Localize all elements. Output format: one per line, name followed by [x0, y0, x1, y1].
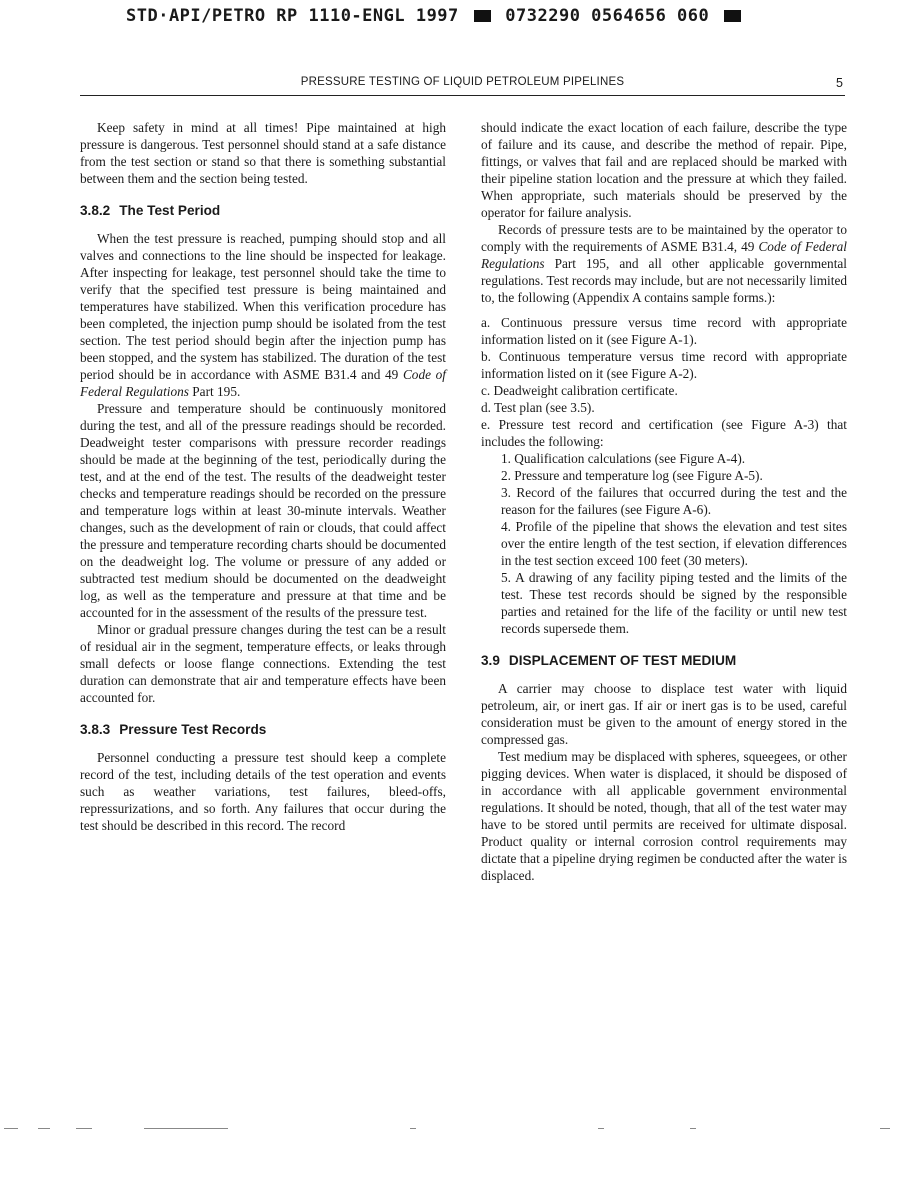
section-title: The Test Period [119, 203, 221, 218]
section-number: 3.9 [481, 653, 500, 668]
section-title: DISPLACEMENT OF TEST MEDIUM [508, 653, 737, 668]
records-continuation-paragraph: should indicate the exact location of each failure, describe the type of failure and its cause, and describe the method of repair. Pipe, fittings, or valves that fail and are replaced should be marked with their pipeline station location and the pressure at which they failed. When appropriate, such materials should be preserved by the operator for failure analysis. [481, 120, 847, 220]
scan-mark [410, 1128, 416, 1129]
list-item: d. Test plan (see 3.5). [481, 400, 595, 415]
section-number: 3.8.3 [80, 722, 111, 737]
records-maintenance-paragraph [481, 221, 847, 306]
header-rule [80, 95, 845, 96]
test-period-paragraph-1 [80, 230, 446, 400]
right-column [481, 119, 847, 884]
text-run: Records of pressure tests are to be maintained by the operator to comply with the requirements of ASME B31.4, 49 [481, 222, 847, 254]
scan-mark [690, 1128, 696, 1129]
sub-list-item: 2. Pressure and temperature log (see Figure A-5). [501, 468, 763, 483]
test-period-paragraph-3: Minor or gradual pressure changes during the test can be a result of residual air in the segment, temperature effects, or leaks through small defects or loose flange connections. Extending the test duration can demonstrate that air and temperature effects have been accounted for. [80, 622, 446, 705]
document-control-stamp [126, 6, 745, 26]
list-item: a. Continuous pressure versus time record with appropriate information listed on it (see Figure A-1). [481, 315, 847, 347]
safety-paragraph: Keep safety in mind at all times! Pipe maintained at high pressure is dangerous. Test personnel should stand at a safe distance from the test section or stand so that there is something substantial between them and the section being tested. [80, 120, 446, 186]
running-header-title: PRESSURE TESTING OF LIQUID PETROLEUM PIPELINES [300, 76, 625, 88]
scan-mark [76, 1128, 92, 1129]
text-run: Part 195, and all other applicable governmental regulations. Test records may include, but are not necessarily limited to, the following (Appendix A contains sample forms.): [481, 256, 847, 305]
text-run: Part 195. [188, 384, 241, 399]
stamp-block-mark [724, 10, 741, 22]
list-item: b. Continuous temperature versus time record with appropriate information listed on it (see Figure A-2). [481, 349, 847, 381]
scan-mark [144, 1128, 228, 1129]
scan-mark [880, 1128, 890, 1129]
displacement-paragraph-1: A carrier may choose to displace test water with liquid petroleum, air, or inert gas. If air or inert gas is to be used, careful consideration must be given to the amount of energy stored in the compressed gas. [481, 681, 847, 747]
scan-mark [4, 1128, 18, 1129]
left-column [80, 119, 446, 834]
scan-artifact-marks [0, 1128, 899, 1134]
list-item: c. Deadweight calibration certificate. [481, 383, 678, 398]
section-title: Pressure Test Records [119, 722, 267, 737]
text-run: When the test pressure is reached, pumping should stop and all valves and connections to the line should be inspected for leakage. After inspecting for leakage, test personnel should take the time to verify that the specified test pressure is being maintained and temperatures have stabilized. When this verification procedure has been completed, the injection pump should be isolated from the test section. The test period should begin after the injection pump has been stopped, and the system has stabilized. The duration of the test period should be in accordance with ASME B31.4 and 49 [80, 231, 446, 382]
sub-list-item: 1. Qualification calculations (see Figure A-4). [501, 451, 746, 466]
records-list [481, 314, 847, 637]
running-header [80, 76, 845, 92]
citation-italic: Code of Federal Regulations [80, 367, 446, 399]
section-heading-3-8-3 [80, 721, 446, 738]
records-paragraph: Personnel conducting a pressure test should keep a complete record of the test, including details of the test operation and events such as weather variations, test failures, bleed-offs, repressurizations, and so forth. Any failures that occur during the test should be described in this record. The record [80, 750, 446, 833]
stamp-block-mark [474, 10, 491, 22]
test-period-paragraph-2: Pressure and temperature should be continuously monitored during the test, and all of the pressure readings should be recorded. Deadweight tester comparisons with pressure recorder readings should be made at the beginning of the test, periodically during the test, and at the end of the test. The results of the deadweight tester checks and temperature readings should be recorded on the pressure and temperature logs within at least 30-minute intervals. Weather changes, such as the development of rain or clouds, that could affect the pressure and temperature recording charts should be documented on the deadweight log. The volume or pressure of any added or subtracted test medium should be documented on the deadweight log, as well as the temperature and pressure at that time and be accounted for in the assessment of the results of the pressure test. [80, 401, 446, 620]
section-heading-3-9 [481, 652, 847, 669]
sub-list-item: 3. Record of the failures that occurred during the test and the reason for the failures (see Figure A-6). [501, 485, 847, 517]
citation-italic: Code of Federal Regulations [481, 239, 847, 271]
scan-mark [598, 1128, 604, 1129]
page-number: 5 [836, 76, 843, 90]
stamp-code: STD·API/PETRO RP 1110-ENGL 1997 [126, 6, 459, 26]
sub-list-item: 4. Profile of the pipeline that shows the elevation and test sites over the entire length of the test section, if elevation differences in the test section exceed 100 feet (30 meters). [501, 519, 847, 568]
sub-list-item: 5. A drawing of any facility piping tested and the limits of the test. These test records should be signed by the responsible parties and retained for the life of the facility or until new test records supersede them. [501, 570, 847, 636]
section-number: 3.8.2 [80, 203, 111, 218]
section-heading-3-8-2 [80, 202, 446, 219]
stamp-number: 0732290 0564656 060 [505, 6, 710, 26]
displacement-paragraph-2: Test medium may be displaced with spheres, squeegees, or other pigging devices. When water is displaced, it should be disposed of in accordance with all applicable government environmental regulations. It should be noted, though, that all of the test water may have to be stored until permits are received for ultimate disposal. Product quality or internal corrosion control requirements may dictate that a pipeline drying regimen be conducted after the water is displaced. [481, 749, 847, 883]
list-item: e. Pressure test record and certification (see Figure A-3) that includes the following: [481, 417, 847, 449]
scan-mark [38, 1128, 50, 1129]
